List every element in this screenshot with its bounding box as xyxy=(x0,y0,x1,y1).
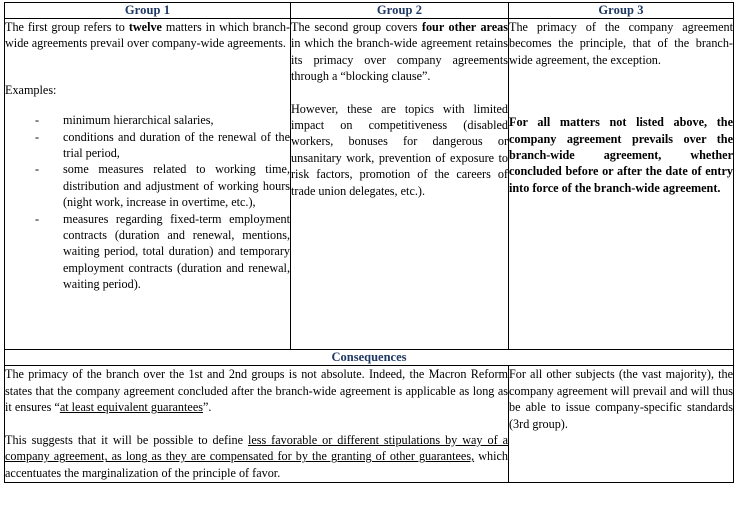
spacer xyxy=(509,68,733,84)
group1-examples-label: Examples: xyxy=(5,82,57,97)
group2-paragraph-1 xyxy=(291,19,508,85)
consequences-left-paragraph-1 xyxy=(5,366,508,416)
spacer xyxy=(5,416,508,432)
table-header-row xyxy=(5,3,734,19)
cell-consequences-right xyxy=(509,366,734,483)
list-item-text: measures regarding fixed-term employment contracts (duration and renewal, mentions, waiting period, total duration) and temporary employment contracts (duration and renewal, waiting period). xyxy=(63,211,290,292)
dash-bullet-icon: - xyxy=(35,113,40,128)
group2-para1-emphasis: four other areas xyxy=(421,20,508,34)
consequences-left-p1-underlined: at least equivalent guarantees xyxy=(59,400,203,415)
consequences-left-p2-text-1: This suggests that it will be possible to define xyxy=(5,432,248,447)
column-header-group-1 xyxy=(5,3,291,19)
spacer xyxy=(5,98,290,112)
consequences-left-p1-text-1: The primacy of the branch over the 1st and 2nd groups is not absolute. Indeed, the Macron Reform states that the company agreement concluded after the branch-wide agreement is applicable as long as it ensures “ xyxy=(5,367,508,415)
column-header-group-3 xyxy=(509,3,734,19)
group2-para1-text-1: The second group covers xyxy=(291,20,422,34)
consequences-left-p2-text-2: which accentuates the marginalization of the principle of favor. xyxy=(5,449,508,480)
consequences-body-row xyxy=(5,366,734,483)
list-item-text: conditions and duration of the renewal of the trial period, xyxy=(63,129,290,161)
group1-intro-paragraph xyxy=(5,19,290,52)
cell-group-2 xyxy=(291,19,509,350)
consequences-heading-label: Consequences xyxy=(331,350,407,364)
spacer xyxy=(509,84,733,100)
cell-group-1 xyxy=(5,19,291,350)
dash-bullet-icon: - xyxy=(35,211,40,226)
column-header-group-2-label: Group 2 xyxy=(376,3,423,17)
consequences-header-row xyxy=(5,350,734,366)
list-item xyxy=(5,129,290,162)
list-item xyxy=(5,161,290,210)
comparison-table xyxy=(4,2,734,483)
consequences-left-p2-underlined: less favorable or different stipulations by way of a company agreement, as long as they are compensated for by the granting of other guarantees, xyxy=(5,432,508,464)
consequences-left-paragraph-2 xyxy=(5,432,508,482)
cell-consequences-left xyxy=(5,366,509,483)
column-header-group-3-label: Group 3 xyxy=(598,3,644,17)
group1-intro-emphasis: twelve xyxy=(128,20,162,34)
list-item xyxy=(5,211,290,293)
spacer xyxy=(509,100,733,114)
dash-bullet-icon: - xyxy=(35,129,40,144)
consequences-right-paragraph-1: For all other subjects (the vast majority), the company agreement will prevail and will thus be able to issue company-specific standards (3rd group). xyxy=(509,367,733,431)
column-header-group-1-label: Group 1 xyxy=(124,3,171,17)
column-header-group-2 xyxy=(291,3,509,19)
consequences-heading xyxy=(5,350,734,366)
group3-paragraph-1: The primacy of the company agreement becomes the principle, that of the branch-wide agreement, the exception. xyxy=(509,20,733,67)
spacer xyxy=(5,52,290,68)
list-item xyxy=(5,112,290,128)
list-item-text: minimum hierarchical salaries, xyxy=(63,113,214,128)
group2-paragraph-2: However, these are topics with limited impact on competitiveness (disabled workers, bonuses for dangerous or unsanitary work, prevention of exposure to risk factors, promotion of the careers of trade union delegates, etc.). xyxy=(291,101,508,198)
group1-examples-list xyxy=(5,112,290,292)
group1-intro-text-1: The first group refers to xyxy=(5,20,129,34)
list-item-text: some measures related to working time, distribution and adjustment of working hours (night work, increase in overtime, etc.), xyxy=(63,162,290,210)
table-body-row xyxy=(5,19,734,350)
group1-intro-text-2: matters in which branch-wide agreements prevail over company-wide agreements. xyxy=(5,20,290,51)
spacer xyxy=(291,85,508,101)
consequences-left-p1-text-2: ”. xyxy=(202,400,212,415)
dash-bullet-icon: - xyxy=(35,162,40,177)
group3-paragraph-2-bold: For all matters not listed above, the company agreement prevails over the branch-wide agreement, whether concluded before or after the date of entry into force of the branch-wide agreement. xyxy=(509,115,733,195)
cell-group-3 xyxy=(509,19,734,350)
spacer xyxy=(5,68,290,82)
group2-para1-text-2: in which the branch-wide agreement retains its primacy over company agreements through a “blocking clause”. xyxy=(291,36,508,84)
